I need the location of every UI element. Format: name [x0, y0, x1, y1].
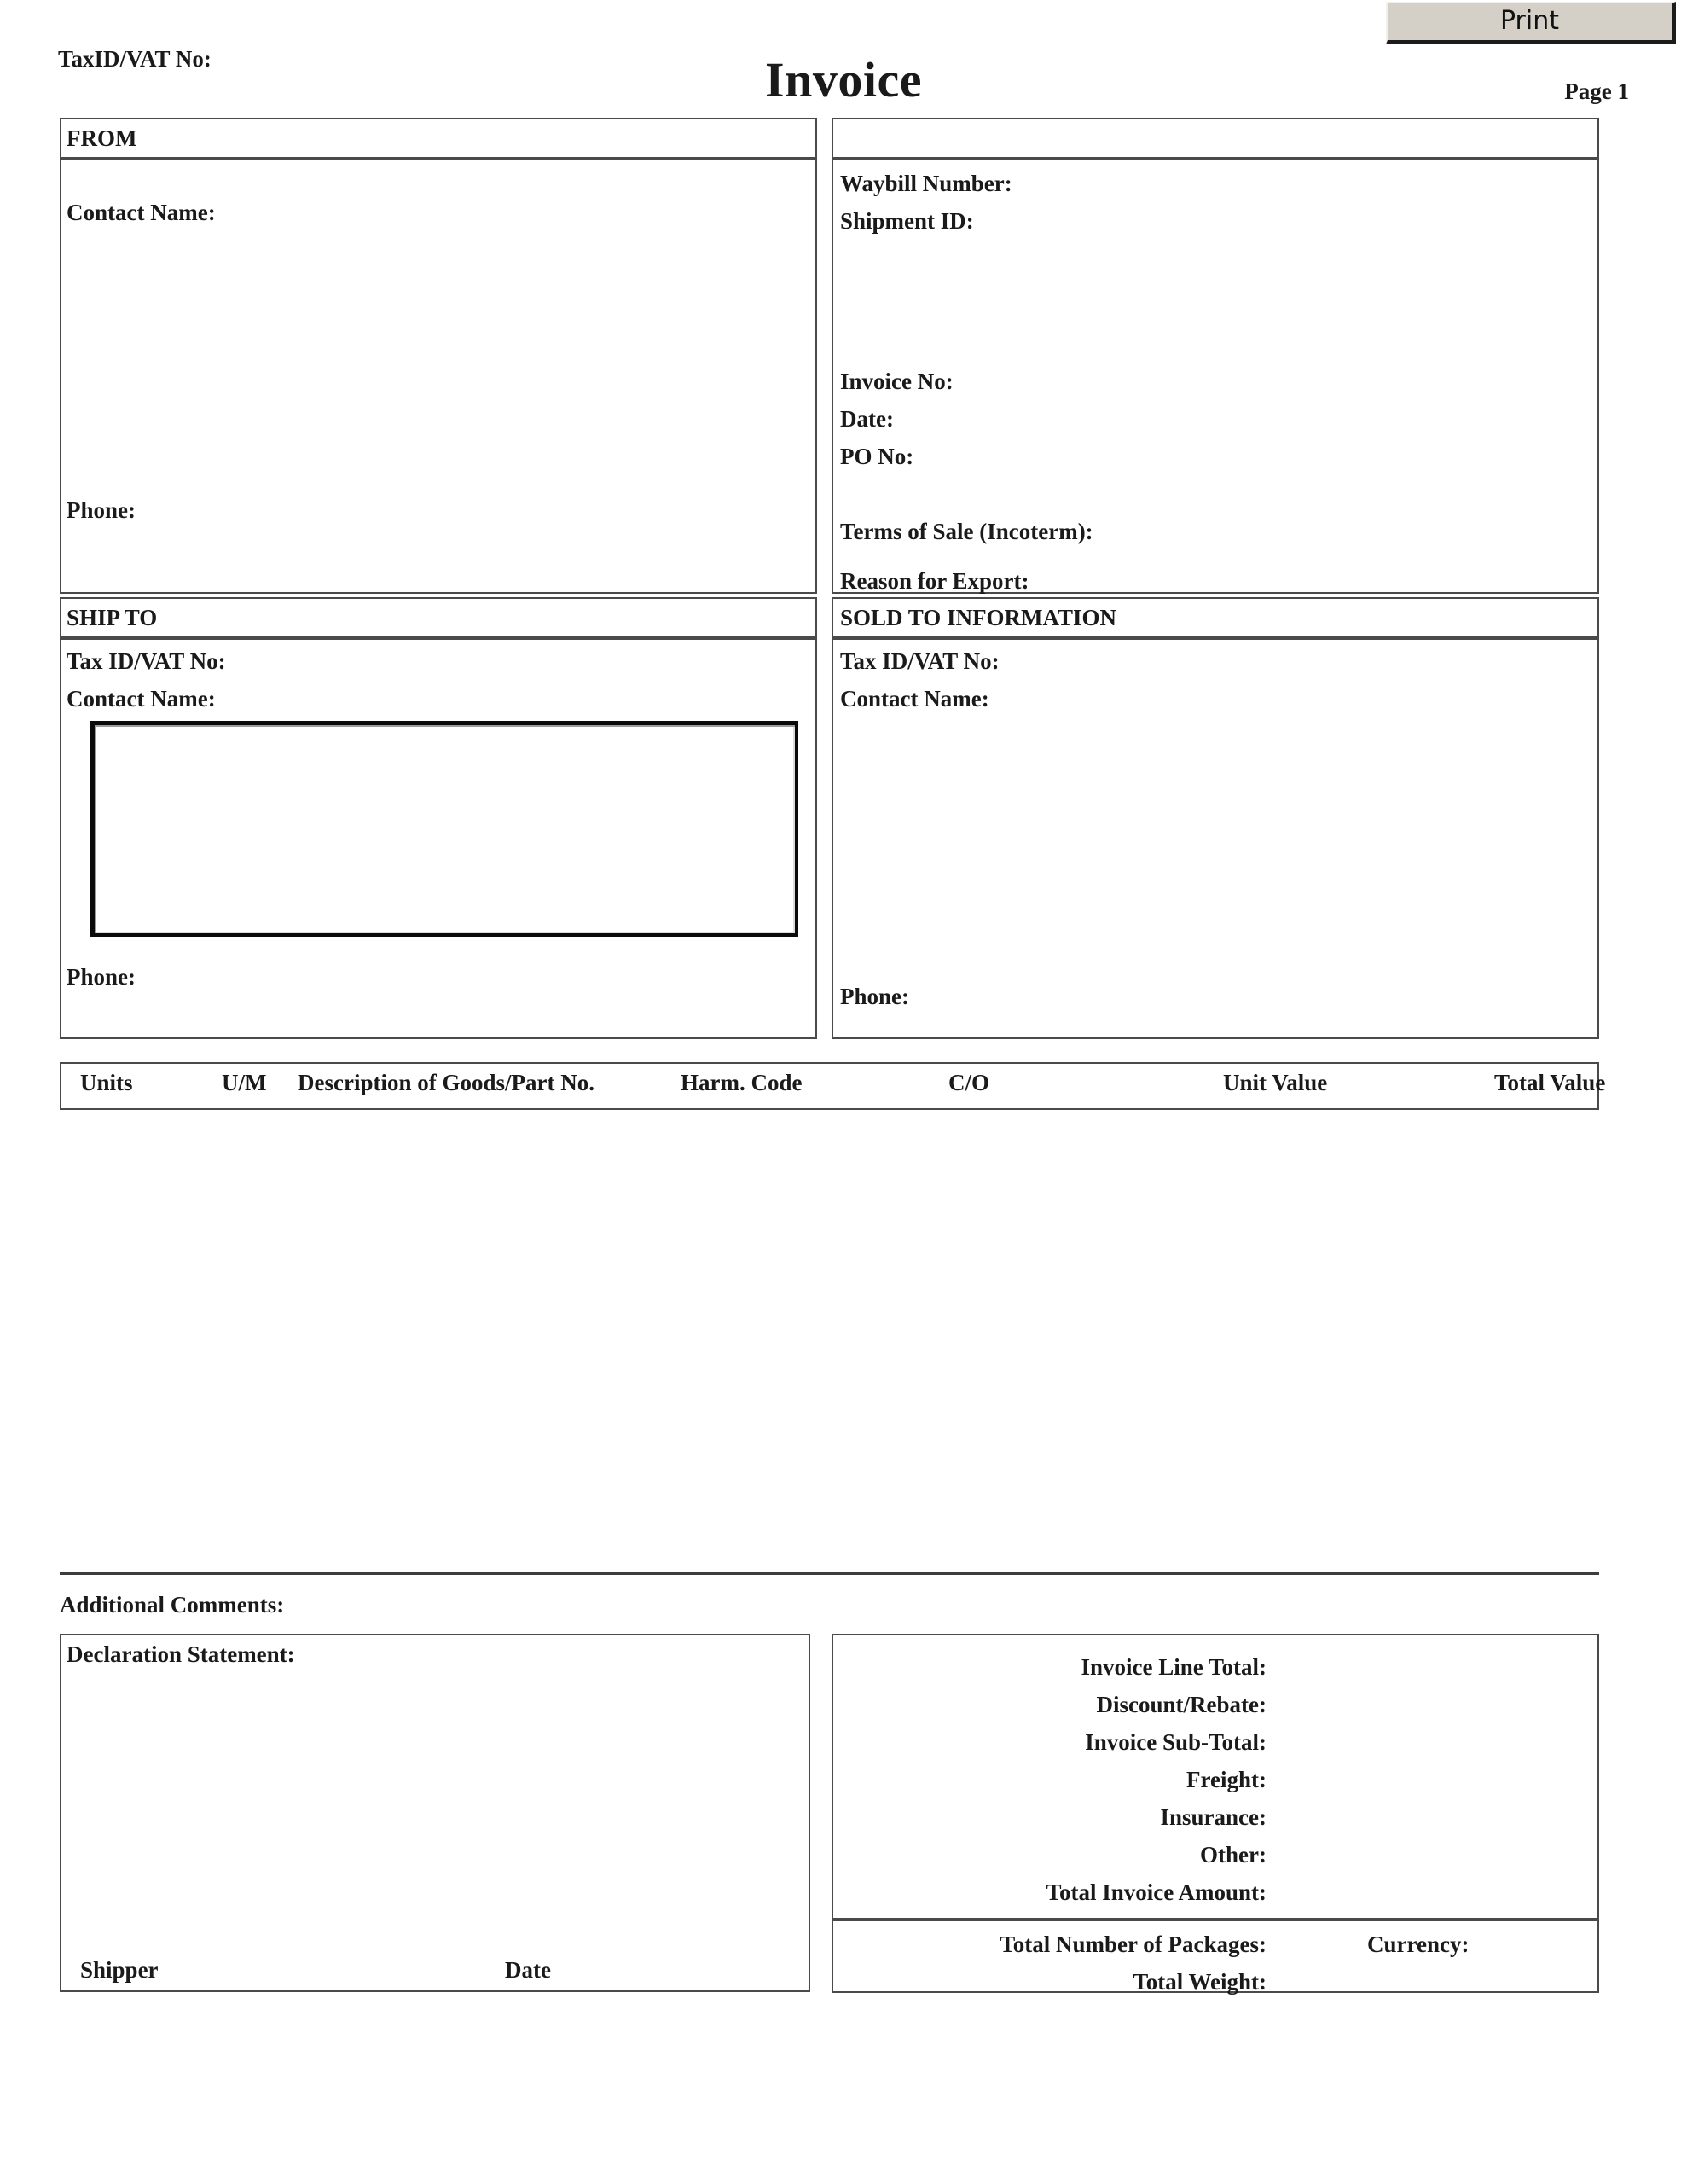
goods-col-harm-code: Harm. Code: [681, 1070, 803, 1095]
totals-box: [832, 1634, 1599, 1920]
from-heading-box: [60, 118, 817, 159]
goods-col-um: U/M: [222, 1070, 267, 1095]
goods-col-unit-value: Unit Value: [1223, 1070, 1328, 1095]
comments-divider: [60, 1572, 1599, 1575]
po-no-label: PO No:: [840, 444, 914, 469]
goods-col-co: C/O: [948, 1070, 990, 1095]
page-title: Invoice: [765, 52, 922, 107]
totals-line-discount-rebate: Discount/Rebate:: [1096, 1692, 1267, 1717]
ship-to-contact-name-label: Contact Name:: [67, 686, 216, 712]
signature-date-label: Date: [505, 1957, 551, 1983]
shipment-heading-box: [832, 118, 1599, 159]
ship-to-address-input[interactable]: [90, 721, 798, 937]
packages-currency-box: [832, 1920, 1599, 1993]
totals-line-other: Other:: [1200, 1842, 1267, 1867]
invoice-no-label: Invoice No:: [840, 369, 954, 394]
reason-for-export-label: Reason for Export:: [840, 568, 1029, 594]
shipment-id-label: Shipment ID:: [840, 208, 974, 234]
sold-to-tax-id-label: Tax ID/VAT No:: [840, 648, 1000, 674]
sold-to-heading: SOLD TO INFORMATION: [840, 605, 1117, 630]
sold-to-details-box: [832, 638, 1599, 1039]
ship-to-heading-box: [60, 597, 817, 638]
invoice-date-label: Date:: [840, 406, 894, 432]
ship-to-details-box: [60, 638, 817, 1039]
waybill-number-label: Waybill Number:: [840, 171, 1012, 196]
page-number: Page 1: [1564, 78, 1629, 104]
from-details-box: [60, 159, 817, 594]
totals-line-invoice-line-total: Invoice Line Total:: [1081, 1654, 1267, 1680]
from-contact-name-label: Contact Name:: [67, 200, 216, 225]
totals-line-invoice-sub-total: Invoice Sub-Total:: [1085, 1729, 1267, 1755]
ship-to-heading: SHIP TO: [67, 605, 158, 630]
total-packages-label: Total Number of Packages:: [1000, 1931, 1267, 1957]
from-heading: FROM: [67, 125, 137, 151]
shipment-details-box: [832, 159, 1599, 594]
sold-to-contact-name-label: Contact Name:: [840, 686, 989, 712]
totals-line-freight: Freight:: [1186, 1767, 1267, 1792]
goods-col-description: Description of Goods/Part No.: [298, 1070, 594, 1095]
declaration-statement-label: Declaration Statement:: [67, 1641, 295, 1667]
goods-col-units: Units: [80, 1070, 133, 1095]
sold-to-phone-label: Phone:: [840, 984, 909, 1009]
totals-line-total-invoice-amount: Total Invoice Amount:: [1046, 1879, 1267, 1905]
header-tax-id-label: TaxID/VAT No:: [58, 46, 212, 72]
goods-table-header: [60, 1062, 1606, 1110]
currency-label: Currency:: [1367, 1931, 1470, 1957]
print-button[interactable]: Print: [1386, 2, 1676, 44]
declaration-statement-box: [60, 1634, 810, 1992]
terms-of-sale-label: Terms of Sale (Incoterm):: [840, 519, 1093, 544]
total-weight-label: Total Weight:: [1133, 1969, 1267, 1995]
goods-col-total-value: Total Value: [1494, 1070, 1606, 1095]
from-phone-label: Phone:: [67, 497, 136, 523]
totals-line-insurance: Insurance:: [1160, 1804, 1267, 1830]
ship-to-tax-id-label: Tax ID/VAT No:: [67, 648, 226, 674]
ship-to-phone-label: Phone:: [67, 964, 136, 990]
additional-comments-label: Additional Comments:: [60, 1592, 285, 1618]
sold-to-heading-box: [832, 597, 1599, 638]
goods-table-body: [60, 1110, 1599, 1566]
shipper-label: Shipper: [80, 1957, 159, 1983]
